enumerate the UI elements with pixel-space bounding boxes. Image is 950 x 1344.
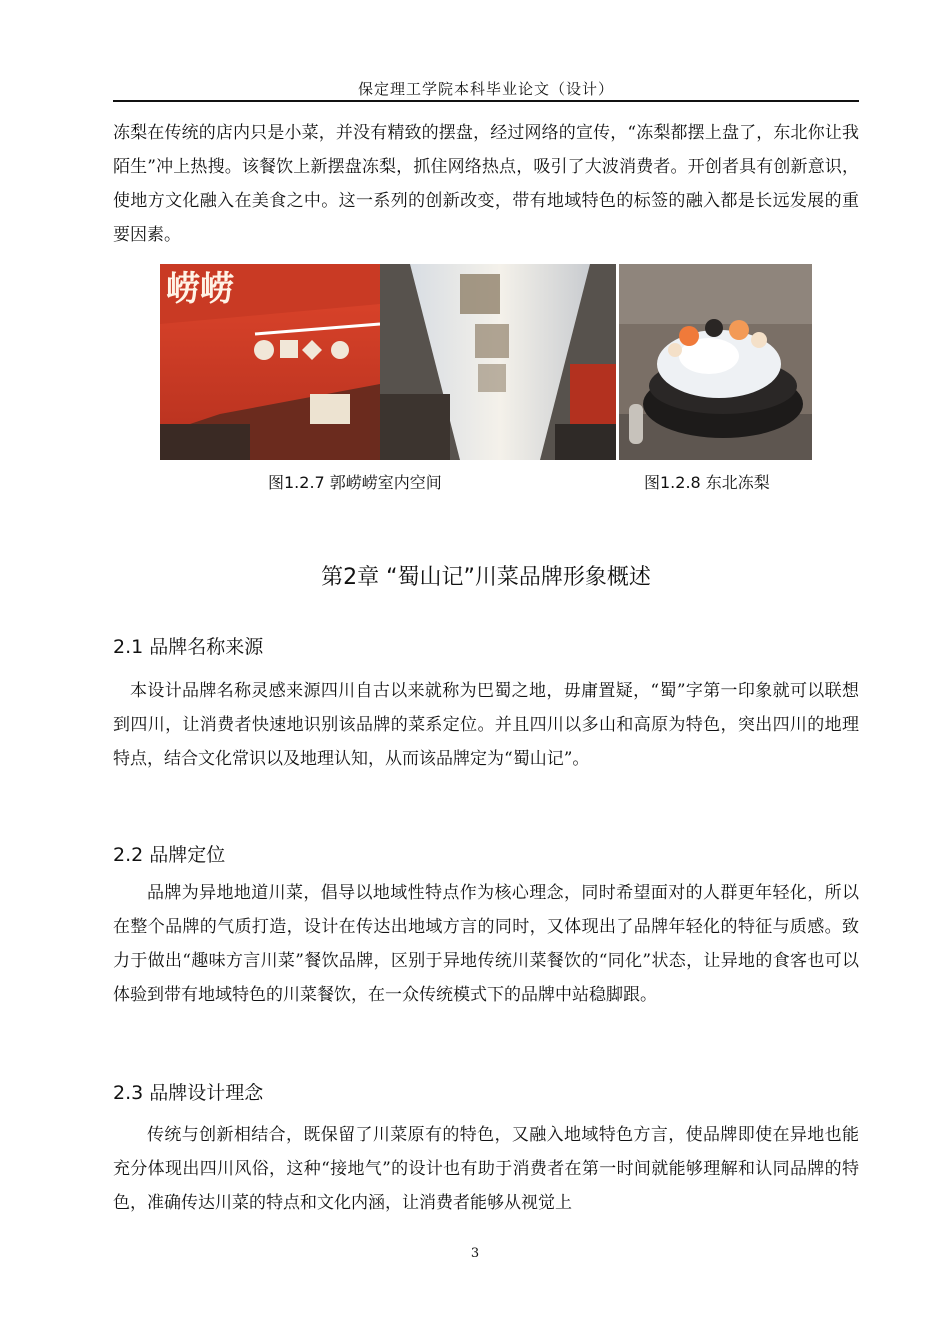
frozen-pear-photo	[619, 264, 812, 460]
sign-text: 崂崂	[166, 269, 234, 309]
section-heading-2-1: 2.1 品牌名称来源	[113, 636, 264, 658]
section-heading-2-2: 2.2 品牌定位	[113, 844, 226, 866]
figure-interior	[160, 264, 616, 460]
page-header: 保定理工学院本科毕业论文（设计）	[357, 80, 614, 98]
caption-fig-1-2-8: 图1.2.8 东北冻梨	[644, 473, 770, 492]
section-body-2-3: 传统与创新相结合，既保留了川菜原有的特色，又融入地域特色方言，使品牌即使在异地也能充分体现出四川风俗，这种“接地气”的设计也有助于消费者在第一时间就能够理解和认同品牌的特色，准确传达川菜的特点和文化内涵，让消费者能够从视觉上	[113, 1125, 859, 1213]
header-rule	[113, 100, 859, 102]
intro-paragraph: 冻梨在传统的店内只是小菜，并没有精致的摆盘，经过网络的宣传，“冻梨都摆上盘了，东北你让我陌生”冲上热搜。该餐饮上新摆盘冻梨，抓住网络热点，吸引了大波消费者。开创者具有创新意识，使地方文化融入在美食之中。这一系列的创新改变，带有地域特色的标签的融入都是长远发展的重要因素。	[113, 123, 859, 245]
caption-fig-1-2-7: 图1.2.7 郭崂崂室内空间	[268, 473, 442, 492]
page-number: 3	[470, 1246, 480, 1261]
chapter-title: 第2章 “蜀山记”川菜品牌形象概述	[321, 565, 651, 590]
interior-photo	[160, 264, 616, 460]
section-heading-2-3: 2.3 品牌设计理念	[113, 1082, 264, 1104]
section-body-2-2: 品牌为异地地道川菜，倡导以地域性特点作为核心理念，同时希望面对的人群更年轻化，所以在整个品牌的气质打造，设计在传达出地域方言的同时，又体现出了品牌年轻化的特征与质感。致力于做出“趣味方言川菜”餐饮品牌，区别于异地传统川菜餐饮的“同化”状态，让异地的食客也可以体验到带有地域特色的川菜餐饮，在一众传统模式下的品牌中站稳脚跟。	[113, 883, 859, 1005]
section-body-2-1: 本设计品牌名称灵感来源四川自古以来就称为巴蜀之地，毋庸置疑，“蜀”字第一印象就可以联想到四川，让消费者快速地识别该品牌的菜系定位。并且四川以多山和高原为特色，突出四川的地理特点，结合文化常识以及地理认知，从而该品牌定为“蜀山记”。	[113, 681, 859, 769]
figure-frozen-pear	[619, 264, 812, 460]
